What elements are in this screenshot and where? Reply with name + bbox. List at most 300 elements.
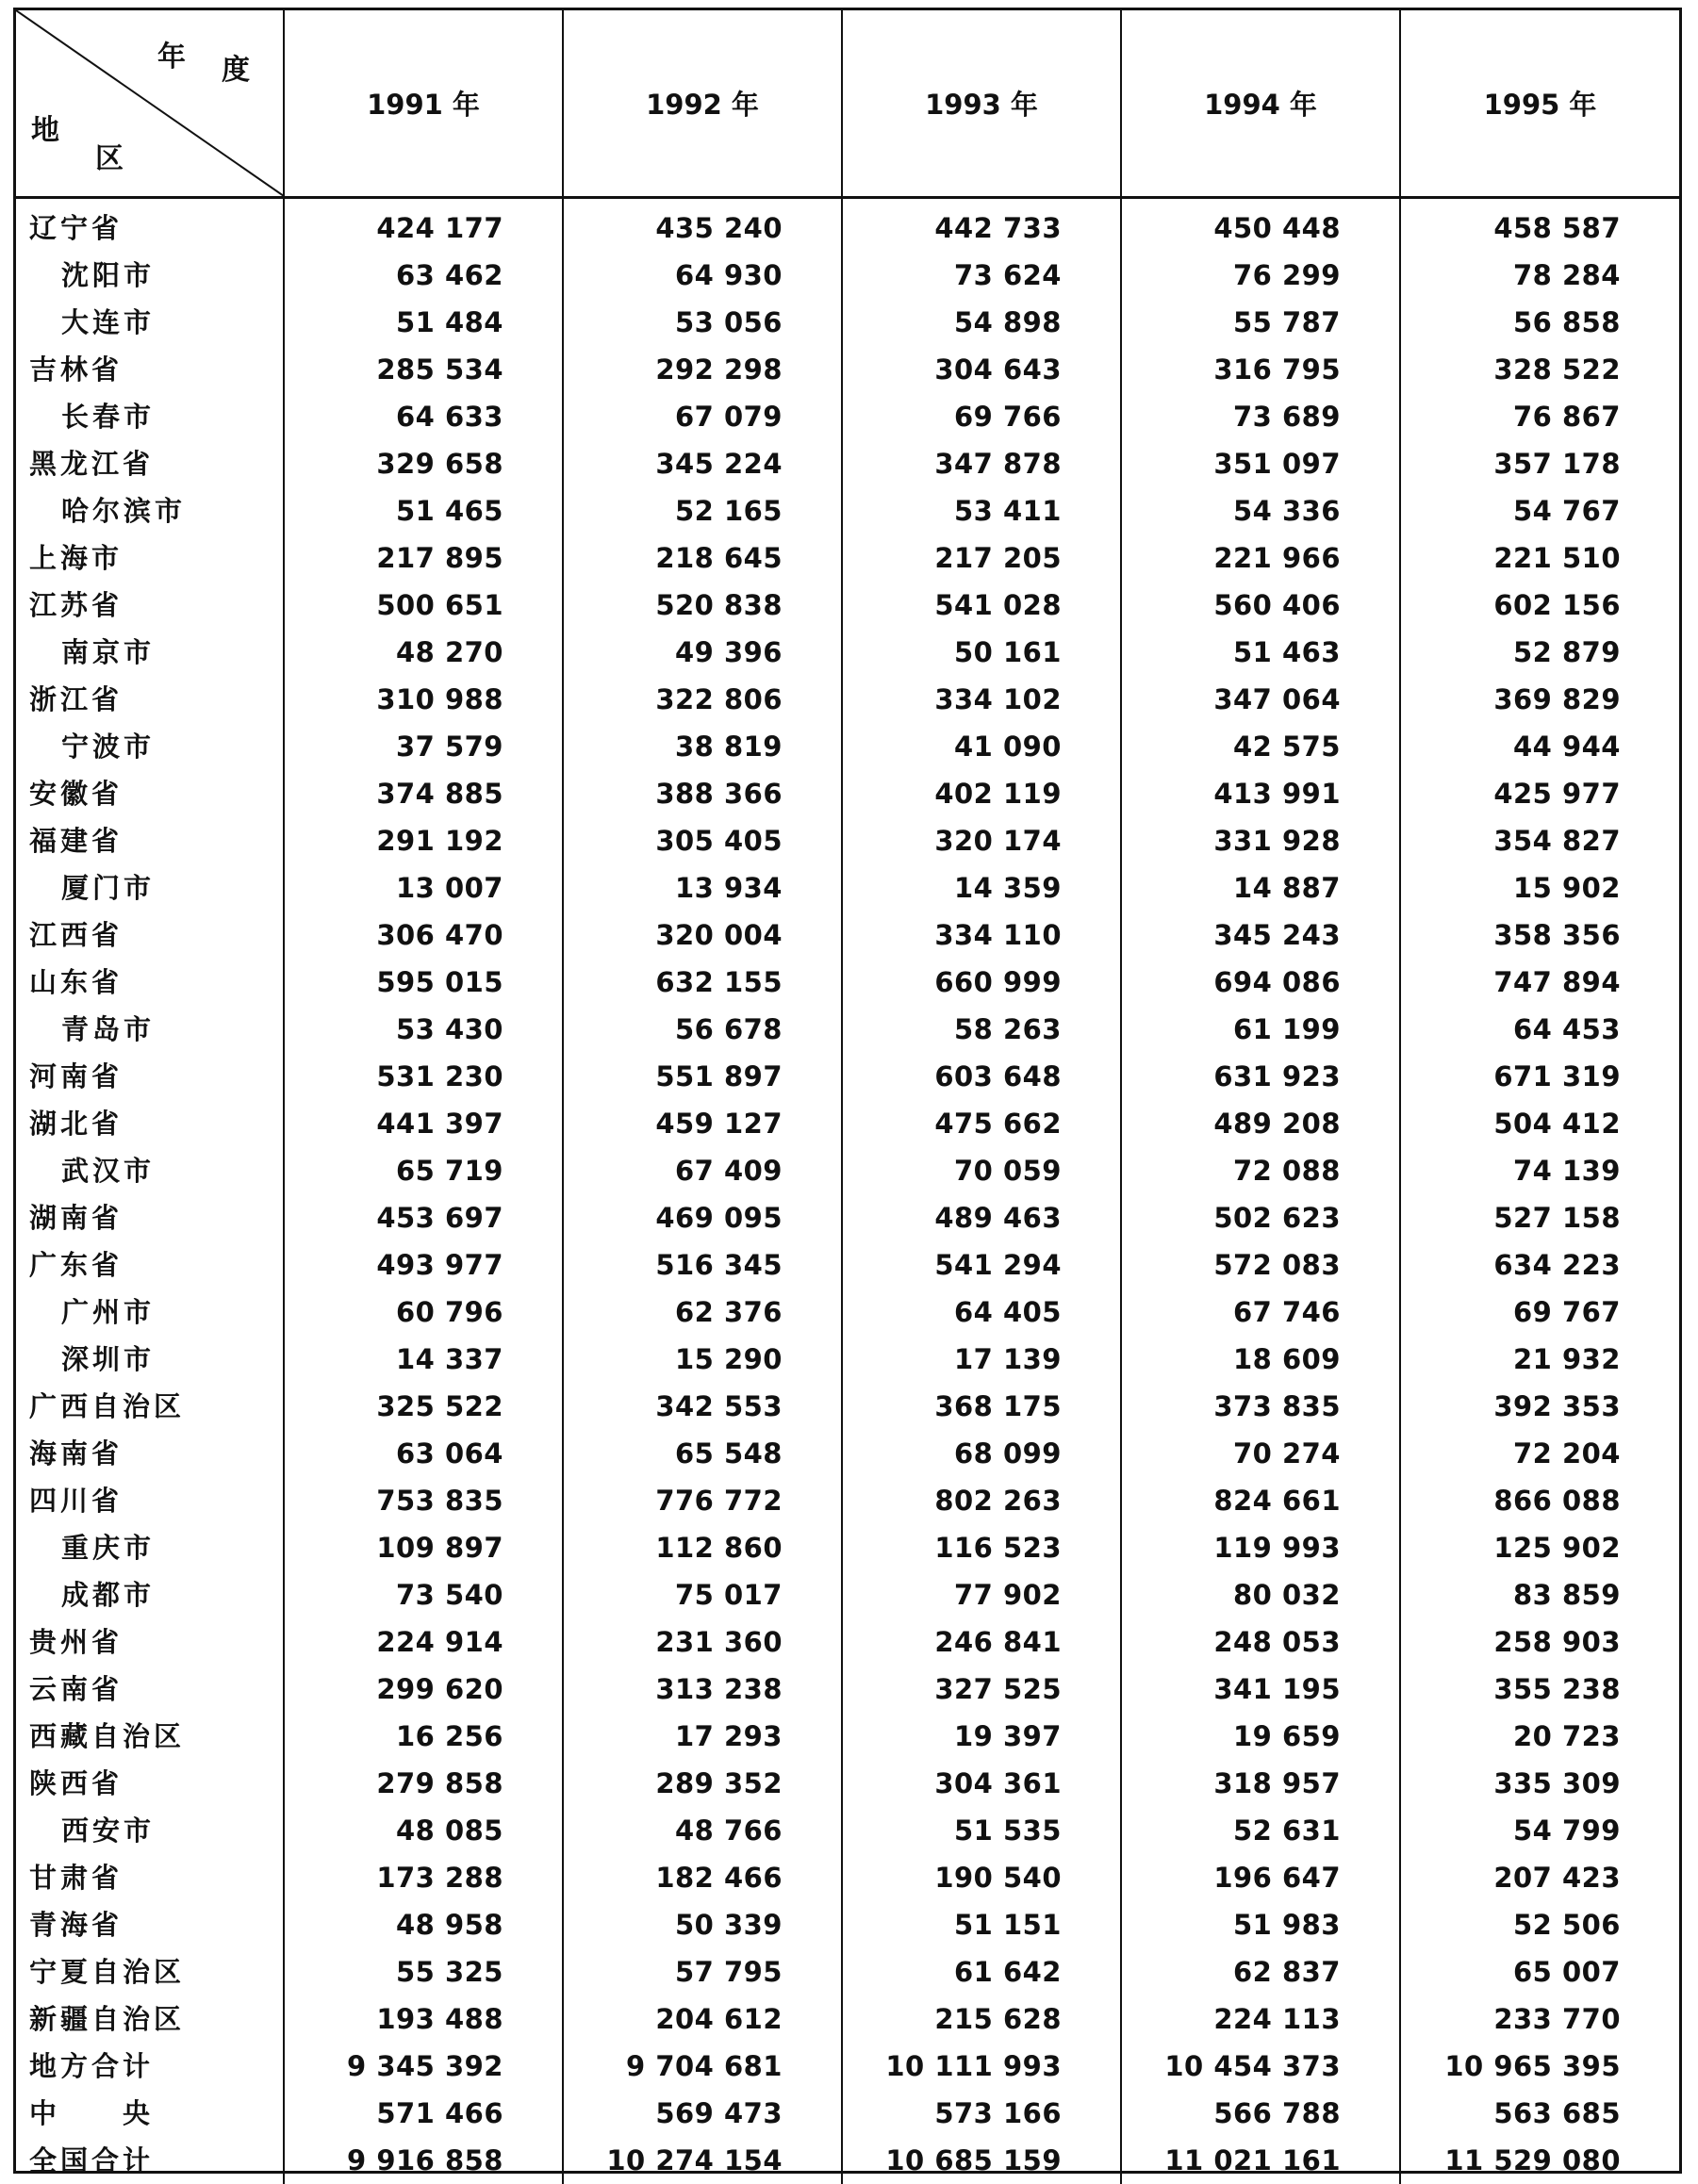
value-cell: 776 772 [563, 1477, 842, 1524]
value-cell: 305 405 [563, 817, 842, 864]
table-row [16, 582, 1679, 629]
corner-header-cell [16, 10, 284, 198]
table-row [16, 198, 1679, 253]
value-cell: 224 113 [1121, 1995, 1400, 2043]
value-cell: 345 243 [1121, 911, 1400, 959]
region-name-cell: 长春市 [16, 393, 284, 440]
value-cell: 37 579 [284, 723, 563, 770]
value-cell: 402 119 [842, 770, 1121, 817]
value-cell: 52 165 [563, 487, 842, 534]
table-row [16, 1430, 1679, 1477]
value-cell: 51 463 [1121, 629, 1400, 676]
value-cell: 469 095 [563, 1194, 842, 1241]
value-cell: 70 274 [1121, 1430, 1400, 1477]
data-table-frame [13, 8, 1682, 2174]
value-cell: 63 064 [284, 1430, 563, 1477]
region-name-cell: 重庆市 [16, 1524, 284, 1571]
table-row [16, 1147, 1679, 1194]
region-name-cell: 河南省 [16, 1053, 284, 1100]
value-cell: 285 534 [284, 346, 563, 393]
table-row [16, 487, 1679, 534]
region-name-cell: 深圳市 [16, 1336, 284, 1383]
year-header: 1995 年 [1400, 10, 1679, 198]
value-cell: 18 609 [1121, 1336, 1400, 1383]
value-cell: 306 470 [284, 911, 563, 959]
region-name-cell: 中 央 [16, 2090, 284, 2137]
year-header: 1992 年 [563, 10, 842, 198]
region-name-cell: 大连市 [16, 299, 284, 346]
region-name-cell: 成都市 [16, 1571, 284, 1618]
region-name-cell: 安徽省 [16, 770, 284, 817]
value-cell: 347 878 [842, 440, 1121, 487]
value-cell: 42 575 [1121, 723, 1400, 770]
value-cell: 76 867 [1400, 393, 1679, 440]
value-cell: 489 463 [842, 1194, 1121, 1241]
table-row [16, 1901, 1679, 1948]
value-cell: 77 902 [842, 1571, 1121, 1618]
region-name-cell: 西藏自治区 [16, 1713, 284, 1760]
year-header: 1993 年 [842, 10, 1121, 198]
table-row [16, 440, 1679, 487]
value-cell: 80 032 [1121, 1571, 1400, 1618]
value-cell: 246 841 [842, 1618, 1121, 1666]
value-cell: 19 659 [1121, 1713, 1400, 1760]
value-cell: 62 376 [563, 1289, 842, 1336]
value-cell: 10 111 993 [842, 2043, 1121, 2090]
value-cell: 572 083 [1121, 1241, 1400, 1289]
value-cell: 292 298 [563, 346, 842, 393]
value-cell: 69 767 [1400, 1289, 1679, 1336]
value-cell: 566 788 [1121, 2090, 1400, 2137]
value-cell: 502 623 [1121, 1194, 1400, 1241]
region-name-cell: 新疆自治区 [16, 1995, 284, 2043]
region-name-cell: 青岛市 [16, 1006, 284, 1053]
value-cell: 41 090 [842, 723, 1121, 770]
region-name-cell: 云南省 [16, 1666, 284, 1713]
value-cell: 424 177 [284, 198, 563, 253]
value-cell: 14 359 [842, 864, 1121, 911]
year-header: 1994 年 [1121, 10, 1400, 198]
region-name-cell: 南京市 [16, 629, 284, 676]
value-cell: 328 522 [1400, 346, 1679, 393]
statistics-table [16, 10, 1679, 2184]
table-body [16, 198, 1679, 2184]
value-cell: 57 795 [563, 1948, 842, 1995]
value-cell: 55 325 [284, 1948, 563, 1995]
value-cell: 388 366 [563, 770, 842, 817]
value-cell: 44 944 [1400, 723, 1679, 770]
table-row [16, 1571, 1679, 1618]
value-cell: 217 205 [842, 534, 1121, 582]
corner-label-year-1: 年 [157, 33, 186, 74]
region-name-cell: 吉林省 [16, 346, 284, 393]
corner-label-region-1: 地 [31, 107, 59, 148]
value-cell: 334 102 [842, 676, 1121, 723]
corner-label-region-2: 区 [95, 135, 124, 176]
value-cell: 52 506 [1400, 1901, 1679, 1948]
region-name-cell: 广东省 [16, 1241, 284, 1289]
value-cell: 68 099 [842, 1430, 1121, 1477]
table-row [16, 1618, 1679, 1666]
value-cell: 291 192 [284, 817, 563, 864]
value-cell: 14 887 [1121, 864, 1400, 911]
table-row [16, 1995, 1679, 2043]
table-row [16, 1336, 1679, 1383]
region-name-cell: 武汉市 [16, 1147, 284, 1194]
value-cell: 10 965 395 [1400, 2043, 1679, 2090]
value-cell: 67 746 [1121, 1289, 1400, 1336]
value-cell: 279 858 [284, 1760, 563, 1807]
table-row [16, 864, 1679, 911]
value-cell: 316 795 [1121, 346, 1400, 393]
value-cell: 16 256 [284, 1713, 563, 1760]
value-cell: 13 007 [284, 864, 563, 911]
value-cell: 500 651 [284, 582, 563, 629]
region-name-cell: 辽宁省 [16, 198, 284, 253]
region-name-cell: 哈尔滨市 [16, 487, 284, 534]
value-cell: 64 405 [842, 1289, 1121, 1336]
value-cell: 52 631 [1121, 1807, 1400, 1854]
value-cell: 19 397 [842, 1713, 1121, 1760]
value-cell: 802 263 [842, 1477, 1121, 1524]
region-name-cell: 广州市 [16, 1289, 284, 1336]
value-cell: 520 838 [563, 582, 842, 629]
value-cell: 10 454 373 [1121, 2043, 1400, 2090]
value-cell: 65 548 [563, 1430, 842, 1477]
value-cell: 373 835 [1121, 1383, 1400, 1430]
value-cell: 304 643 [842, 346, 1121, 393]
value-cell: 560 406 [1121, 582, 1400, 629]
value-cell: 527 158 [1400, 1194, 1679, 1241]
value-cell: 435 240 [563, 198, 842, 253]
value-cell: 357 178 [1400, 440, 1679, 487]
value-cell: 342 553 [563, 1383, 842, 1430]
value-cell: 215 628 [842, 1995, 1121, 2043]
value-cell: 233 770 [1400, 1995, 1679, 2043]
table-row [16, 1053, 1679, 1100]
value-cell: 52 879 [1400, 629, 1679, 676]
value-cell: 248 053 [1121, 1618, 1400, 1666]
value-cell: 458 587 [1400, 198, 1679, 253]
value-cell: 10 685 159 [842, 2137, 1121, 2184]
value-cell: 369 829 [1400, 676, 1679, 723]
value-cell: 322 806 [563, 676, 842, 723]
value-cell: 541 294 [842, 1241, 1121, 1289]
table-row [16, 911, 1679, 959]
region-name-cell: 厦门市 [16, 864, 284, 911]
value-cell: 310 988 [284, 676, 563, 723]
table-row [16, 1100, 1679, 1147]
value-cell: 73 540 [284, 1571, 563, 1618]
value-cell: 73 624 [842, 252, 1121, 299]
value-cell: 694 086 [1121, 959, 1400, 1006]
value-cell: 62 837 [1121, 1948, 1400, 1995]
value-cell: 335 309 [1400, 1760, 1679, 1807]
value-cell: 258 903 [1400, 1618, 1679, 1666]
table-row [16, 1289, 1679, 1336]
region-name-cell: 地方合计 [16, 2043, 284, 2090]
region-name-cell: 广西自治区 [16, 1383, 284, 1430]
value-cell: 53 430 [284, 1006, 563, 1053]
value-cell: 442 733 [842, 198, 1121, 253]
value-cell: 450 448 [1121, 198, 1400, 253]
table-row [16, 1241, 1679, 1289]
table-row [16, 1666, 1679, 1713]
value-cell: 17 293 [563, 1713, 842, 1760]
value-cell: 299 620 [284, 1666, 563, 1713]
value-cell: 54 767 [1400, 487, 1679, 534]
value-cell: 320 004 [563, 911, 842, 959]
value-cell: 50 339 [563, 1901, 842, 1948]
value-cell: 331 928 [1121, 817, 1400, 864]
table-row [16, 346, 1679, 393]
table-row [16, 1383, 1679, 1430]
value-cell: 632 155 [563, 959, 842, 1006]
value-cell: 193 488 [284, 1995, 563, 2043]
value-cell: 20 723 [1400, 1713, 1679, 1760]
table-row [16, 1948, 1679, 1995]
value-cell: 392 353 [1400, 1383, 1679, 1430]
value-cell: 631 923 [1121, 1053, 1400, 1100]
value-cell: 493 977 [284, 1241, 563, 1289]
value-cell: 182 466 [563, 1854, 842, 1901]
table-row [16, 393, 1679, 440]
value-cell: 671 319 [1400, 1053, 1679, 1100]
value-cell: 83 859 [1400, 1571, 1679, 1618]
table-row [16, 2090, 1679, 2137]
value-cell: 72 088 [1121, 1147, 1400, 1194]
value-cell: 425 977 [1400, 770, 1679, 817]
table-row [16, 2137, 1679, 2184]
value-cell: 221 510 [1400, 534, 1679, 582]
value-cell: 207 423 [1400, 1854, 1679, 1901]
value-cell: 61 199 [1121, 1006, 1400, 1053]
value-cell: 747 894 [1400, 959, 1679, 1006]
table-row [16, 299, 1679, 346]
year-header: 1991 年 [284, 10, 563, 198]
value-cell: 10 274 154 [563, 2137, 842, 2184]
value-cell: 218 645 [563, 534, 842, 582]
value-cell: 320 174 [842, 817, 1121, 864]
value-cell: 334 110 [842, 911, 1121, 959]
value-cell: 65 007 [1400, 1948, 1679, 1995]
table-row [16, 629, 1679, 676]
value-cell: 217 895 [284, 534, 563, 582]
region-name-cell: 青海省 [16, 1901, 284, 1948]
table-row [16, 723, 1679, 770]
value-cell: 51 484 [284, 299, 563, 346]
value-cell: 48 958 [284, 1901, 563, 1948]
region-name-cell: 贵州省 [16, 1618, 284, 1666]
value-cell: 318 957 [1121, 1760, 1400, 1807]
table-row [16, 770, 1679, 817]
table-row [16, 1854, 1679, 1901]
region-name-cell: 福建省 [16, 817, 284, 864]
value-cell: 569 473 [563, 2090, 842, 2137]
table-row [16, 817, 1679, 864]
value-cell: 51 983 [1121, 1901, 1400, 1948]
header-row [16, 10, 1679, 198]
value-cell: 595 015 [284, 959, 563, 1006]
value-cell: 571 466 [284, 2090, 563, 2137]
value-cell: 55 787 [1121, 299, 1400, 346]
value-cell: 341 195 [1121, 1666, 1400, 1713]
value-cell: 48 085 [284, 1807, 563, 1854]
value-cell: 54 799 [1400, 1807, 1679, 1854]
value-cell: 38 819 [563, 723, 842, 770]
value-cell: 196 647 [1121, 1854, 1400, 1901]
diagonal-divider [16, 10, 284, 196]
value-cell: 516 345 [563, 1241, 842, 1289]
value-cell: 313 238 [563, 1666, 842, 1713]
region-name-cell: 甘肃省 [16, 1854, 284, 1901]
value-cell: 224 914 [284, 1618, 563, 1666]
region-name-cell: 湖北省 [16, 1100, 284, 1147]
region-name-cell: 全国合计 [16, 2137, 284, 2184]
region-name-cell: 黑龙江省 [16, 440, 284, 487]
region-name-cell: 山东省 [16, 959, 284, 1006]
value-cell: 54 898 [842, 299, 1121, 346]
value-cell: 15 902 [1400, 864, 1679, 911]
table-row [16, 534, 1679, 582]
region-name-cell: 浙江省 [16, 676, 284, 723]
region-name-cell: 海南省 [16, 1430, 284, 1477]
value-cell: 51 535 [842, 1807, 1121, 1854]
value-cell: 531 230 [284, 1053, 563, 1100]
value-cell: 602 156 [1400, 582, 1679, 629]
table-row [16, 959, 1679, 1006]
value-cell: 453 697 [284, 1194, 563, 1241]
value-cell: 824 661 [1121, 1477, 1400, 1524]
value-cell: 221 966 [1121, 534, 1400, 582]
value-cell: 204 612 [563, 1995, 842, 2043]
region-name-cell: 湖南省 [16, 1194, 284, 1241]
value-cell: 753 835 [284, 1477, 563, 1524]
value-cell: 64 633 [284, 393, 563, 440]
value-cell: 58 263 [842, 1006, 1121, 1053]
value-cell: 573 166 [842, 2090, 1121, 2137]
value-cell: 63 462 [284, 252, 563, 299]
value-cell: 11 021 161 [1121, 2137, 1400, 2184]
value-cell: 231 360 [563, 1618, 842, 1666]
value-cell: 441 397 [284, 1100, 563, 1147]
value-cell: 109 897 [284, 1524, 563, 1571]
value-cell: 551 897 [563, 1053, 842, 1100]
value-cell: 70 059 [842, 1147, 1121, 1194]
region-name-cell: 江苏省 [16, 582, 284, 629]
value-cell: 53 056 [563, 299, 842, 346]
value-cell: 112 860 [563, 1524, 842, 1571]
value-cell: 660 999 [842, 959, 1121, 1006]
value-cell: 54 336 [1121, 487, 1400, 534]
value-cell: 53 411 [842, 487, 1121, 534]
value-cell: 76 299 [1121, 252, 1400, 299]
region-name-cell: 宁夏自治区 [16, 1948, 284, 1995]
value-cell: 69 766 [842, 393, 1121, 440]
value-cell: 116 523 [842, 1524, 1121, 1571]
value-cell: 73 689 [1121, 393, 1400, 440]
value-cell: 345 224 [563, 440, 842, 487]
value-cell: 354 827 [1400, 817, 1679, 864]
value-cell: 64 930 [563, 252, 842, 299]
region-name-cell: 陕西省 [16, 1760, 284, 1807]
region-name-cell: 四川省 [16, 1477, 284, 1524]
value-cell: 48 270 [284, 629, 563, 676]
value-cell: 67 409 [563, 1147, 842, 1194]
table-row [16, 252, 1679, 299]
value-cell: 56 678 [563, 1006, 842, 1053]
value-cell: 413 991 [1121, 770, 1400, 817]
value-cell: 49 396 [563, 629, 842, 676]
region-name-cell: 江西省 [16, 911, 284, 959]
table-row [16, 1477, 1679, 1524]
value-cell: 119 993 [1121, 1524, 1400, 1571]
value-cell: 475 662 [842, 1100, 1121, 1147]
value-cell: 368 175 [842, 1383, 1121, 1430]
value-cell: 61 642 [842, 1948, 1121, 1995]
value-cell: 75 017 [563, 1571, 842, 1618]
value-cell: 327 525 [842, 1666, 1121, 1713]
table-row [16, 1760, 1679, 1807]
value-cell: 563 685 [1400, 2090, 1679, 2137]
region-name-cell: 上海市 [16, 534, 284, 582]
region-name-cell: 西安市 [16, 1807, 284, 1854]
value-cell: 64 453 [1400, 1006, 1679, 1053]
table-row [16, 676, 1679, 723]
value-cell: 72 204 [1400, 1430, 1679, 1477]
value-cell: 634 223 [1400, 1241, 1679, 1289]
value-cell: 329 658 [284, 440, 563, 487]
value-cell: 56 858 [1400, 299, 1679, 346]
value-cell: 541 028 [842, 582, 1121, 629]
value-cell: 48 766 [563, 1807, 842, 1854]
value-cell: 289 352 [563, 1760, 842, 1807]
table-row [16, 1006, 1679, 1053]
region-name-cell: 沈阳市 [16, 252, 284, 299]
value-cell: 459 127 [563, 1100, 842, 1147]
value-cell: 190 540 [842, 1854, 1121, 1901]
value-cell: 358 356 [1400, 911, 1679, 959]
value-cell: 351 097 [1121, 440, 1400, 487]
value-cell: 17 139 [842, 1336, 1121, 1383]
table-row [16, 1194, 1679, 1241]
value-cell: 9 345 392 [284, 2043, 563, 2090]
value-cell: 9 704 681 [563, 2043, 842, 2090]
value-cell: 51 465 [284, 487, 563, 534]
value-cell: 489 208 [1121, 1100, 1400, 1147]
value-cell: 603 648 [842, 1053, 1121, 1100]
value-cell: 866 088 [1400, 1477, 1679, 1524]
value-cell: 74 139 [1400, 1147, 1679, 1194]
value-cell: 374 885 [284, 770, 563, 817]
value-cell: 67 079 [563, 393, 842, 440]
table-row [16, 1713, 1679, 1760]
value-cell: 50 161 [842, 629, 1121, 676]
value-cell: 347 064 [1121, 676, 1400, 723]
value-cell: 304 361 [842, 1760, 1121, 1807]
value-cell: 504 412 [1400, 1100, 1679, 1147]
value-cell: 355 238 [1400, 1666, 1679, 1713]
value-cell: 14 337 [284, 1336, 563, 1383]
value-cell: 21 932 [1400, 1336, 1679, 1383]
region-name-cell: 宁波市 [16, 723, 284, 770]
table-row [16, 1524, 1679, 1571]
value-cell: 325 522 [284, 1383, 563, 1430]
value-cell: 125 902 [1400, 1524, 1679, 1571]
value-cell: 15 290 [563, 1336, 842, 1383]
value-cell: 173 288 [284, 1854, 563, 1901]
value-cell: 13 934 [563, 864, 842, 911]
